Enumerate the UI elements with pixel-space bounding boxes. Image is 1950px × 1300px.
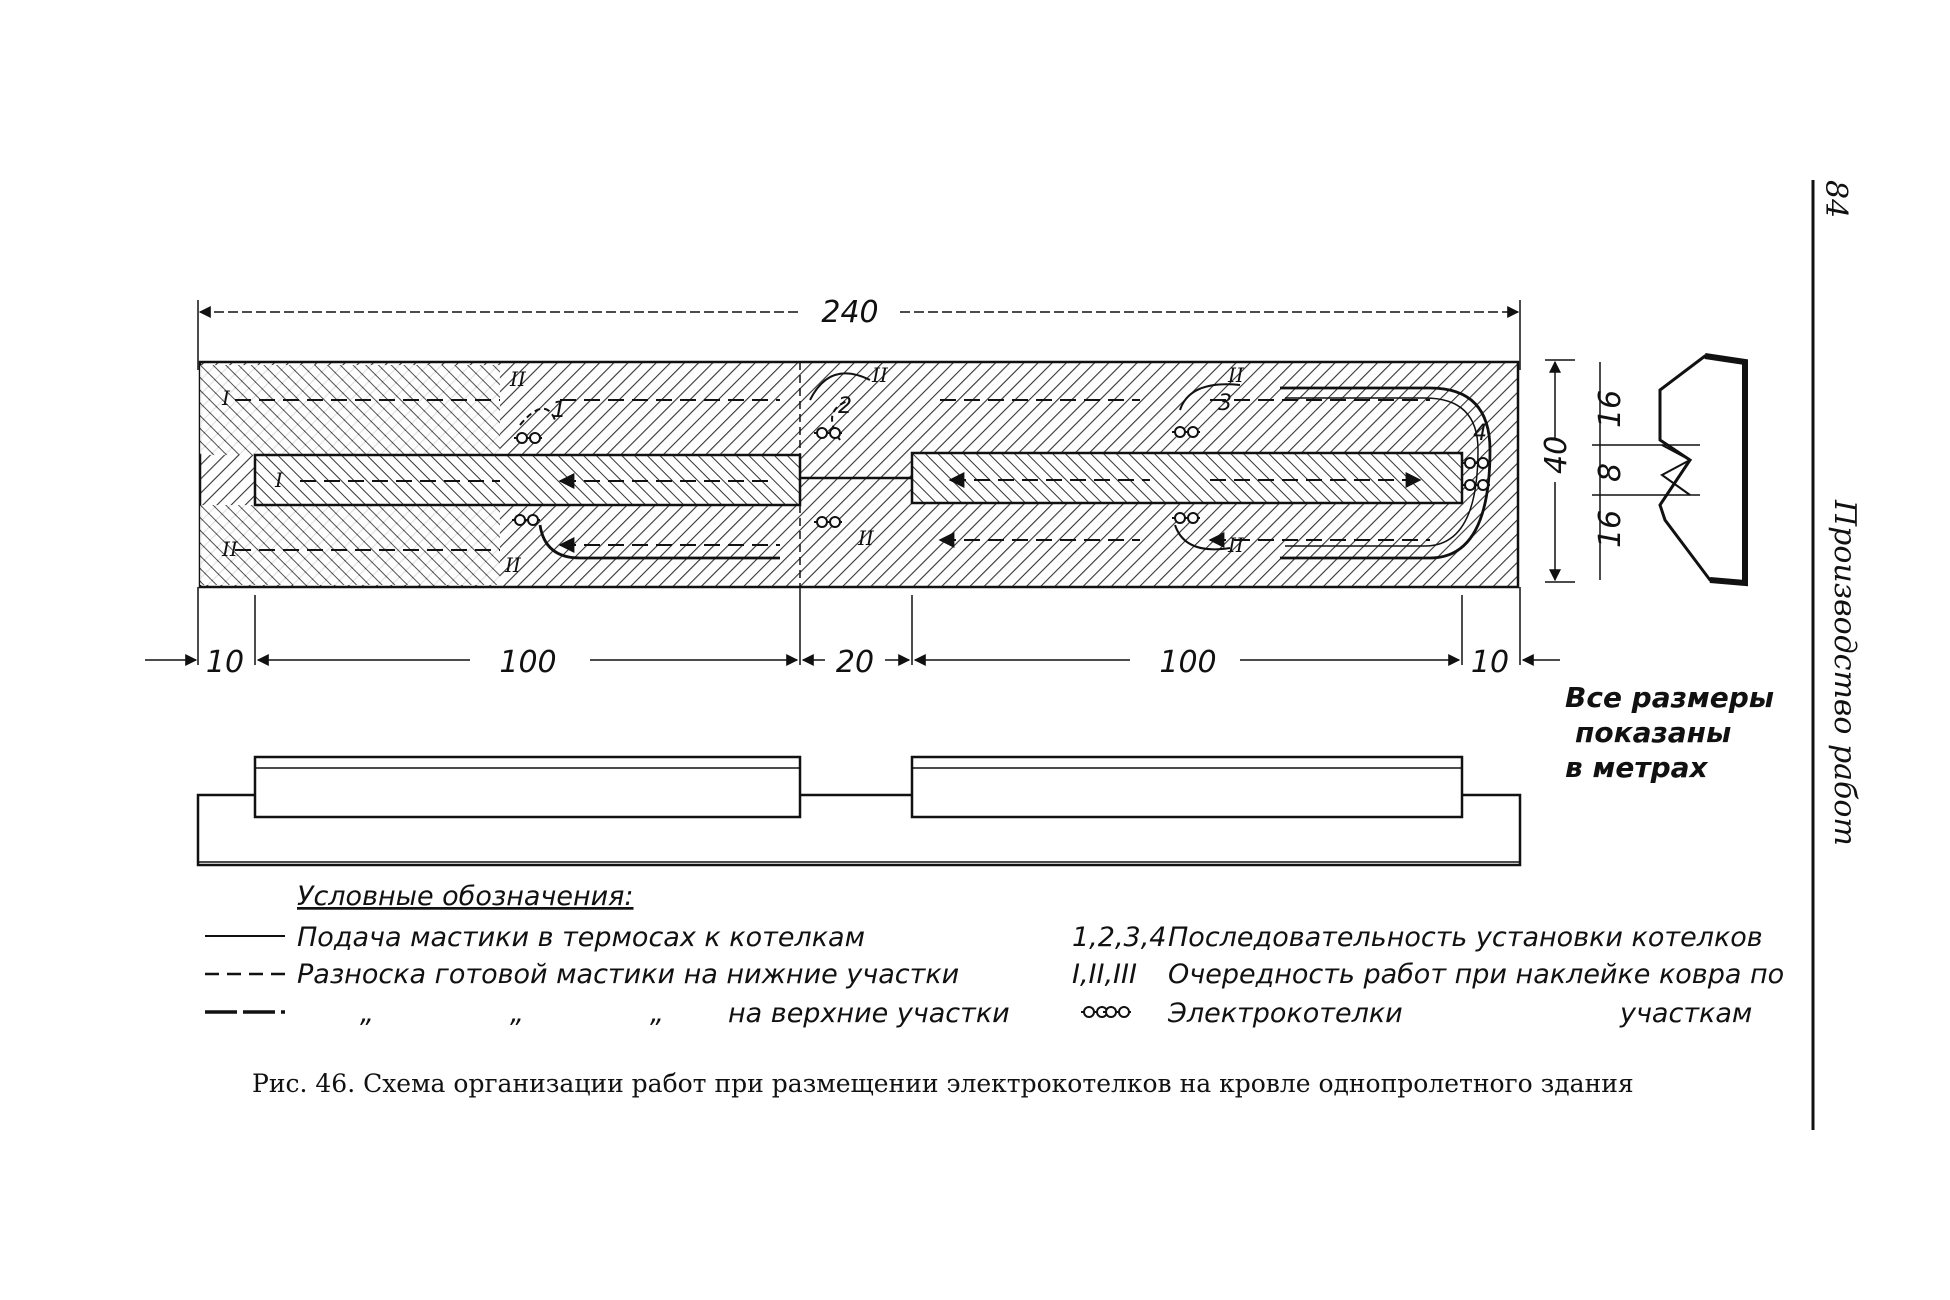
svg-text:Все размеры: Все размеры xyxy=(1565,681,1775,714)
segment-dim-3: 20 xyxy=(835,645,875,680)
section-dim-bottom: 16 xyxy=(1593,509,1628,548)
legend-item-supply: Подача мастики в термосах к котелкам xyxy=(297,922,865,953)
segment-dim-4: 100 xyxy=(1159,645,1217,680)
segment-dim-2: 100 xyxy=(499,645,557,680)
kettle-number-1: 1 xyxy=(552,398,566,423)
right-parapet-strip xyxy=(912,453,1462,503)
zone-label-II-a: II xyxy=(510,367,526,391)
side-elevation xyxy=(198,757,1520,865)
svg-text:показаны: показаны xyxy=(1575,716,1732,749)
zone-label-II-f: II xyxy=(1228,533,1244,557)
zone-label-I-upper: I xyxy=(222,386,230,410)
kettle-number-4: 4 xyxy=(1473,421,1487,446)
svg-text:Производство работ: Производство работ xyxy=(1827,500,1862,846)
zone-label-I-strip: I xyxy=(275,468,283,492)
svg-text:в метрах: в метрах xyxy=(1565,751,1708,784)
legend xyxy=(205,881,1784,1029)
total-length-label: 240 xyxy=(821,295,879,330)
legend-ditto-1: „ xyxy=(360,998,374,1029)
zone-label-II-b: II xyxy=(505,553,521,577)
section-dim-top: 16 xyxy=(1593,389,1628,428)
zone-label-II-d: II xyxy=(858,526,874,550)
legend-item-sequence: Последовательность установки котелков xyxy=(1168,922,1763,953)
units-note xyxy=(1565,681,1774,784)
legend-item-areas: участкам xyxy=(1620,998,1753,1029)
legend-item-order: Очередность работ при наклейке ковра по xyxy=(1168,959,1785,990)
running-header xyxy=(1827,499,1862,846)
zone-label-II-lower: II xyxy=(222,537,238,561)
legend-key-romans: I,II,III xyxy=(1072,959,1137,990)
zone-label-II-c: II xyxy=(872,363,888,387)
width-label: 40 xyxy=(1539,435,1574,474)
page-number: 84 xyxy=(1818,180,1853,219)
legend-title: Условные обозначения: xyxy=(297,881,634,912)
kettle-number-2: 2 xyxy=(838,394,852,419)
segment-dim-1: 10 xyxy=(205,645,245,680)
legend-item-kettles: Электрокотелки xyxy=(1168,998,1403,1029)
legend-ditto-3: „ xyxy=(650,998,664,1029)
legend-ditto-2: „ xyxy=(510,998,524,1029)
figure-caption: Рис. 46. Схема организации работ при размещении электрокотелков на кровле однопролетного здания xyxy=(252,1069,1634,1098)
legend-kettle-symbol xyxy=(1081,1007,1131,1017)
section-dim-middle: 8 xyxy=(1593,462,1628,482)
cross-section xyxy=(1592,356,1745,583)
segment-dim-5: 10 xyxy=(1470,645,1510,680)
legend-key-numbers: 1,2,3,4 xyxy=(1072,922,1167,953)
lower-left-zone xyxy=(200,505,500,585)
legend-item-upper: на верхние участки xyxy=(728,998,1010,1029)
dimension-total-length xyxy=(198,295,1520,370)
legend-item-lower: Разноска готовой мастики на нижние участки xyxy=(297,959,960,990)
zone-label-II-e: II xyxy=(1228,363,1244,387)
roof-plan xyxy=(200,362,1518,587)
kettle-number-3: 3 xyxy=(1218,391,1232,416)
upper-left-zone xyxy=(200,365,500,455)
dimension-width xyxy=(1539,360,1575,582)
